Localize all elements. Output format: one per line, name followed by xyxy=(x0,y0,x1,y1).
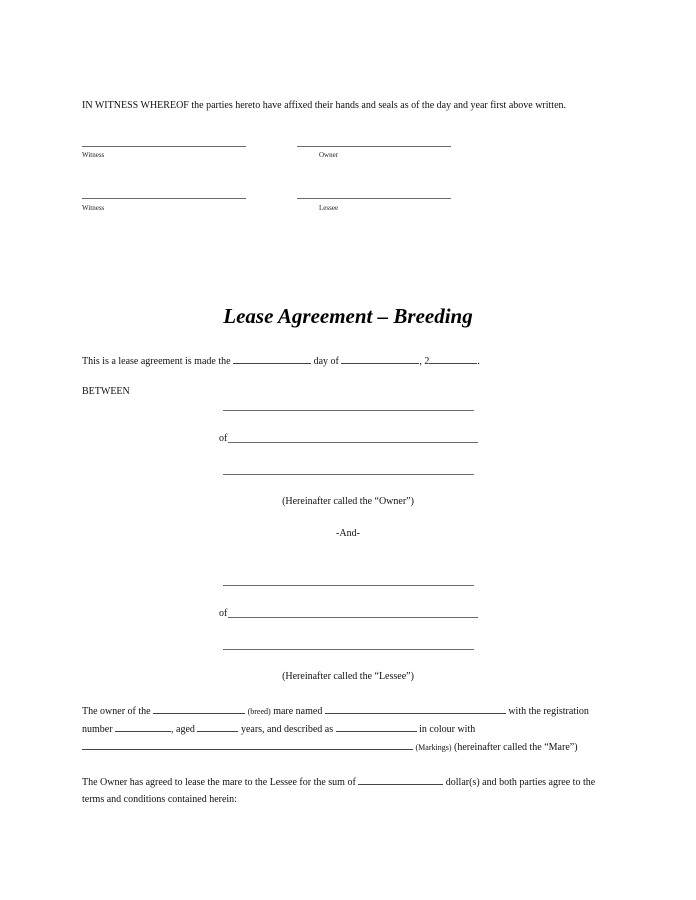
intro-text-3: , 2 xyxy=(419,356,430,367)
witness-1-signature-line[interactable] xyxy=(82,146,246,147)
owner-caption: (Hereinafter called the “Owner”) xyxy=(282,496,414,507)
lessee-label: Lessee xyxy=(319,204,339,212)
mare-definition-label: (hereinafter called the “Mare”) xyxy=(454,742,578,753)
owner-name-line[interactable] xyxy=(223,410,474,411)
owner-of-label: of xyxy=(219,433,228,444)
owner-address-line[interactable] xyxy=(228,442,478,443)
lessee-caption: (Hereinafter called the “Lessee”) xyxy=(282,671,414,682)
colour-field[interactable] xyxy=(336,722,417,732)
witness-2-signature-line[interactable] xyxy=(82,198,246,199)
lessee-address-line-2[interactable] xyxy=(223,649,474,650)
mare-name-field[interactable] xyxy=(325,704,506,714)
mare-paragraph-line-1 xyxy=(82,704,589,718)
age-field[interactable] xyxy=(197,722,238,732)
owner-address-line-2[interactable] xyxy=(223,474,474,475)
dollars-text: dollar(s) and both parties agree to the xyxy=(445,777,596,788)
terms-paragraph-line-2: terms and conditions contained herein: xyxy=(82,794,237,805)
day-field[interactable] xyxy=(233,354,311,364)
lease-sum-text: The Owner has agreed to lease the mare to the Lessee for the sum of xyxy=(82,777,356,788)
markings-label: (Markings) xyxy=(415,743,452,752)
breed-field[interactable] xyxy=(153,704,245,714)
number-label: number xyxy=(82,724,113,735)
document-title: Lease Agreement – Breeding xyxy=(223,304,473,328)
lessee-of-label: of xyxy=(219,608,228,619)
lessee-signature-line[interactable] xyxy=(297,198,451,199)
terms-paragraph-line-1 xyxy=(82,775,595,789)
aged-label: , aged xyxy=(171,724,195,735)
in-colour-with-label: in colour with xyxy=(419,724,476,735)
lessee-name-line[interactable] xyxy=(223,585,474,586)
intro-text-4: . xyxy=(477,356,480,367)
registration-label: with the registration xyxy=(508,706,589,717)
month-field[interactable] xyxy=(341,354,419,364)
year-field[interactable] xyxy=(429,354,477,364)
intro-text-2: day of xyxy=(313,356,339,367)
mare-text-owner-of: The owner of the xyxy=(82,706,151,717)
mare-named-label: mare named xyxy=(273,706,323,717)
markings-field[interactable] xyxy=(82,740,413,750)
mare-paragraph-line-2 xyxy=(82,722,475,736)
described-as-label: years, and described as xyxy=(240,724,334,735)
intro-line xyxy=(82,354,480,368)
lessee-address-line[interactable] xyxy=(228,617,478,618)
breed-label: (breed) xyxy=(247,707,271,716)
mare-paragraph-line-3 xyxy=(82,740,578,754)
witness-statement: IN WITNESS WHEREOF the parties hereto have affixed their hands and seals as of the day and year first above written. xyxy=(82,100,567,111)
witness-1-label: Witness xyxy=(82,151,105,159)
and-label: -And- xyxy=(336,528,360,539)
registration-number-field[interactable] xyxy=(115,722,171,732)
intro-text-1: This is a lease agreement is made the xyxy=(82,356,231,367)
owner-signature-line[interactable] xyxy=(297,146,451,147)
between-label: BETWEEN xyxy=(82,386,130,397)
owner-label: Owner xyxy=(319,151,339,159)
witness-2-label: Witness xyxy=(82,204,105,212)
lease-sum-field[interactable] xyxy=(358,775,443,785)
